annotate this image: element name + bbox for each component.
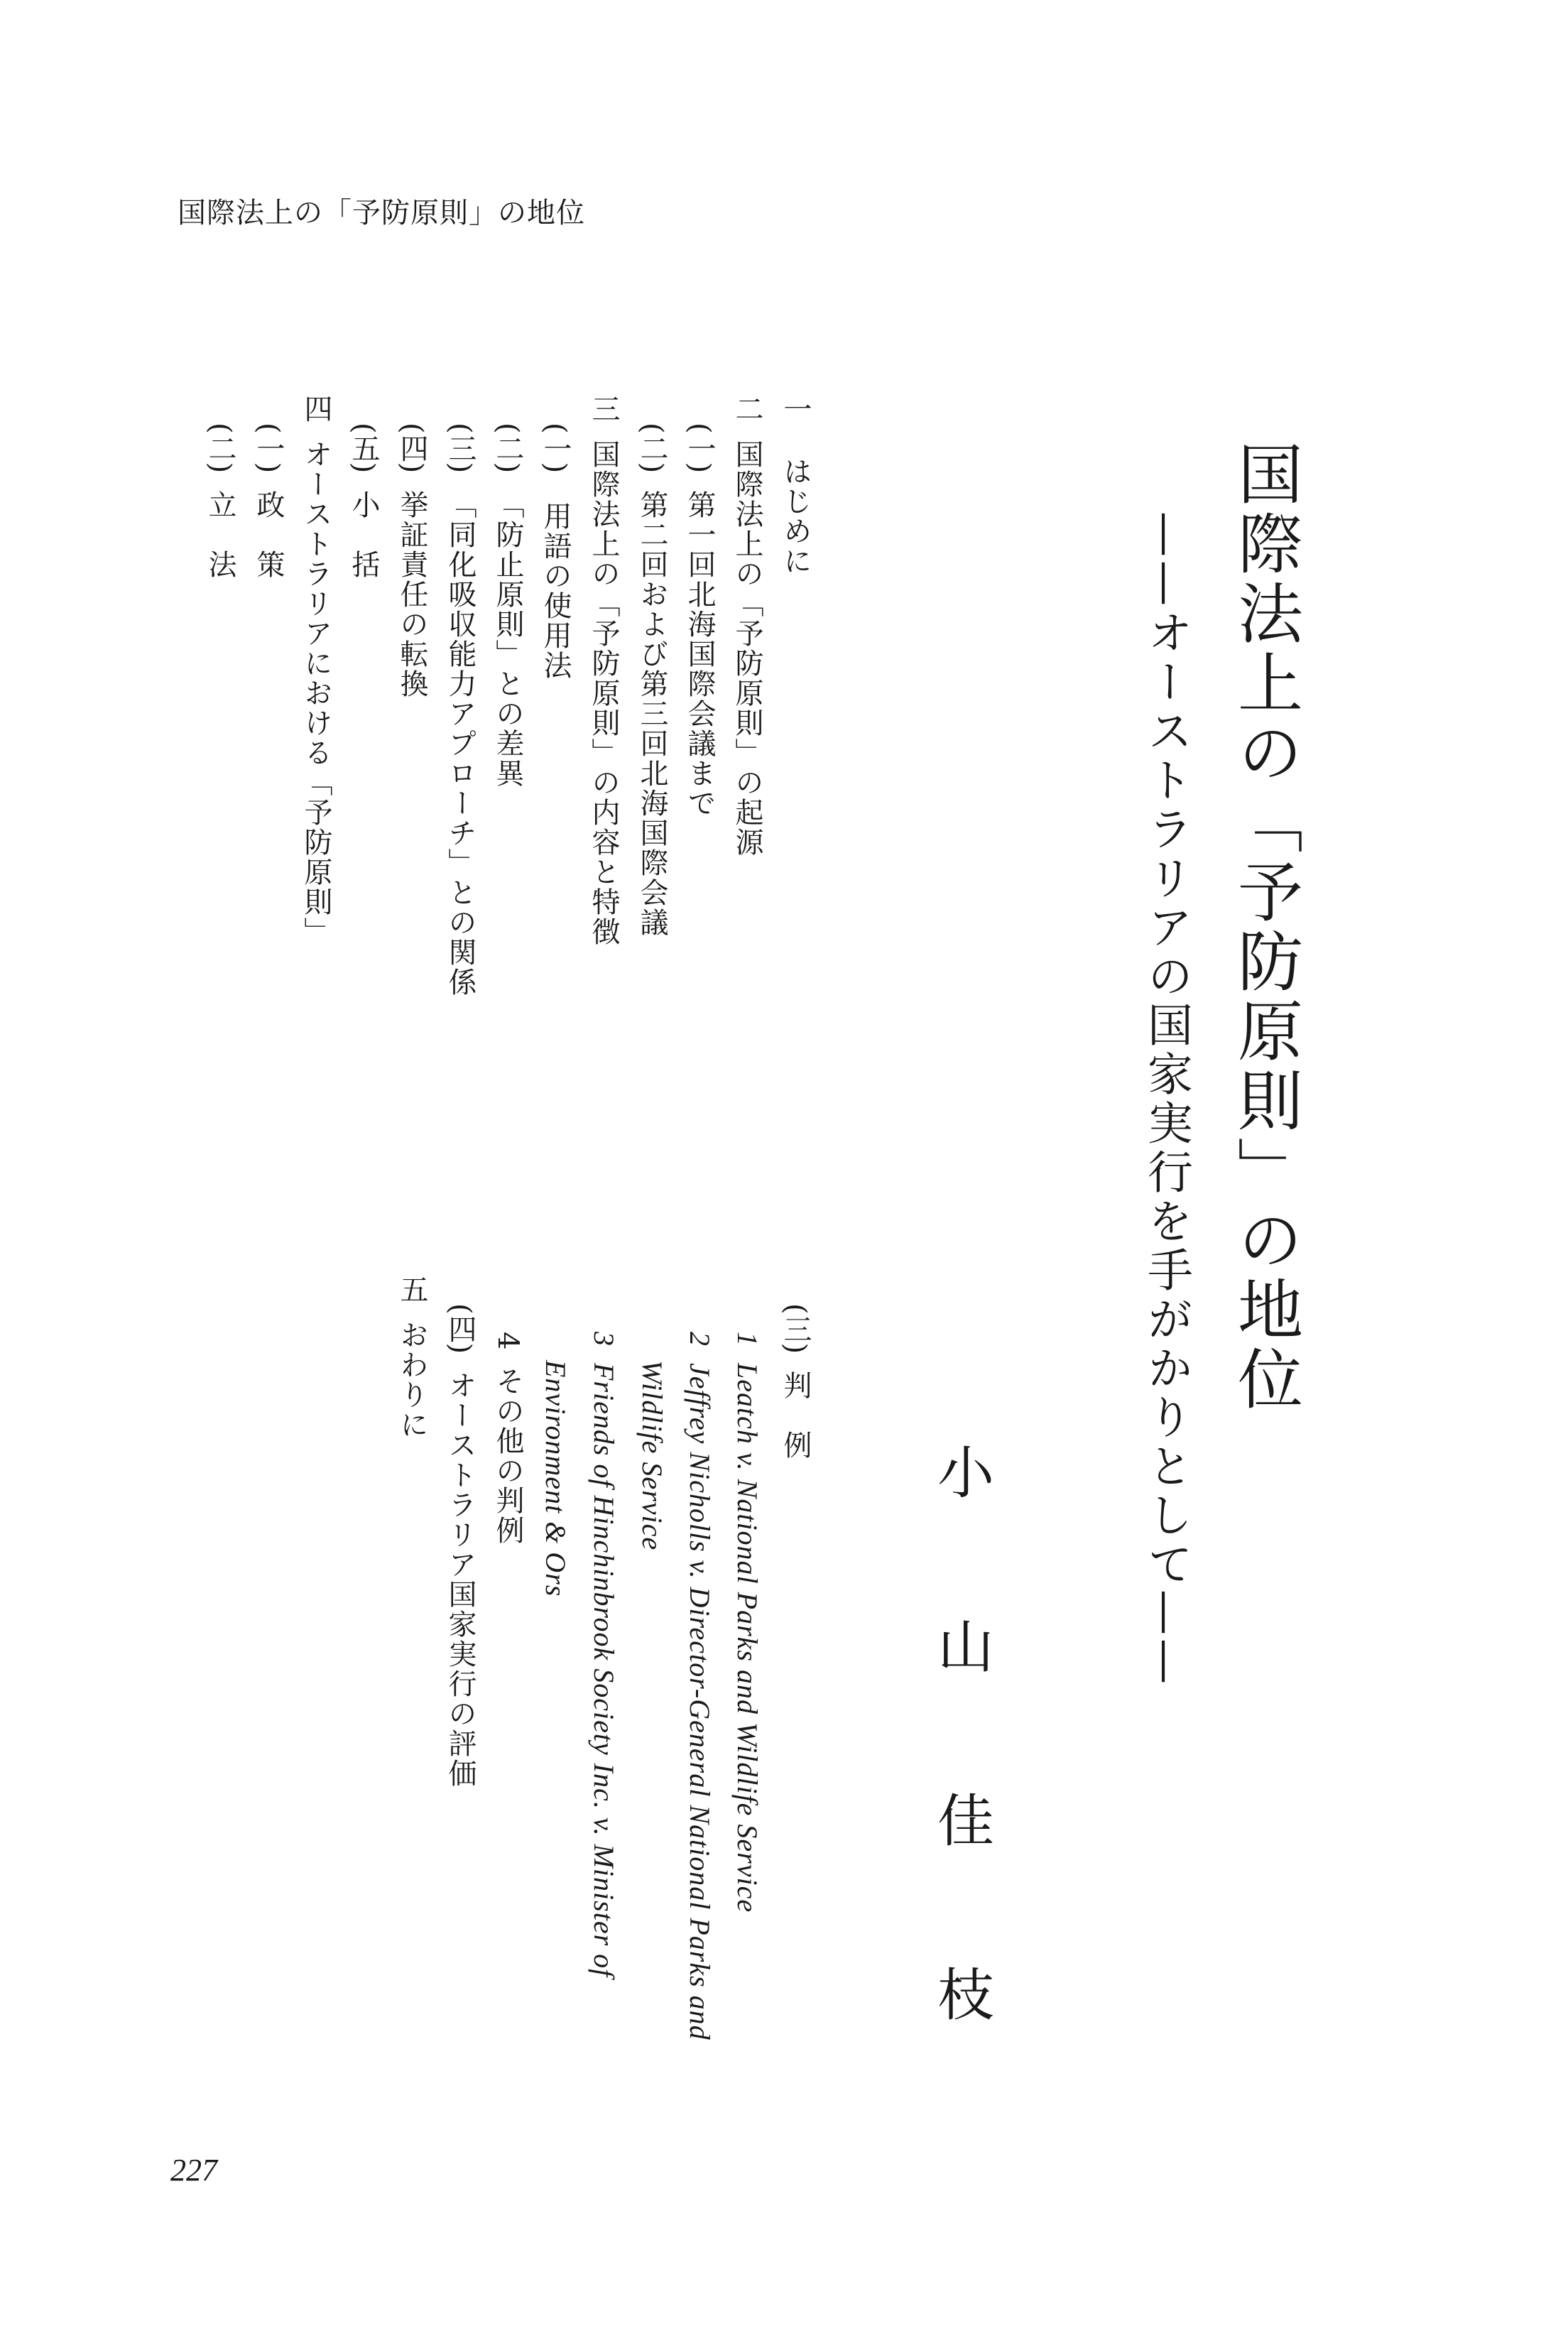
toc-entry: 三国際法上の「予防原則」の内容と特徴 (587, 394, 620, 947)
article-title: 国際法上の「予防原則」の地位 (1227, 440, 1303, 1415)
author-char: 枝 (937, 1962, 994, 2028)
toc-entry: 一はじめに (779, 394, 812, 576)
toc-entry: (二)立 法 (204, 423, 236, 580)
author-name (937, 1440, 994, 2141)
toc-entry: 3Friends of Hinchinbrook Society Inc. v. Minister of (588, 1332, 620, 1978)
toc-entry: Environment & Ors (540, 1360, 572, 1597)
toc-entry: 四オーストラリアにおける「予防原則」 (300, 394, 332, 947)
toc-entry: (二)第二回および第三回北海国際会議 (636, 423, 668, 938)
toc-entry: (三)判 例 (779, 1303, 812, 1461)
page-number: 227 (170, 2153, 217, 2188)
toc-entry: 1Leatch v. National Parks and Wildlife Service (731, 1332, 763, 1913)
toc-entry: 4その他の判例 (491, 1332, 524, 1546)
toc-entry: (四)挙証責任の転換 (396, 423, 428, 700)
toc-entry: (二)「防止原則」との差異 (491, 423, 524, 789)
toc-entry: (一)用語の使用法 (539, 423, 572, 681)
toc-entry: (五)小 括 (347, 423, 380, 580)
toc-entry: Wildlife Service (636, 1360, 668, 1551)
author-char: 山 (937, 1614, 994, 1680)
author-char: 小 (937, 1440, 994, 1506)
toc-entry: 二国際法上の「予防原則」の起源 (731, 394, 763, 857)
article-subtitle: ——オーストラリアの国家実行を手がかりとして—— (1140, 511, 1192, 1688)
running-header: 国際法上の「予防原則」の地位 (178, 197, 585, 229)
toc-entry: (一)第一回北海国際会議まで (683, 423, 716, 819)
author-char: 佳 (937, 1788, 994, 1854)
toc-entry: 五おわりに (396, 1275, 428, 1440)
toc-entry: 2Jeffrey Nicholls v. Director-General National Parks and (684, 1332, 716, 2040)
toc-entry: (三)「同化吸収能力アプローチ」との関係 (444, 423, 477, 998)
toc-entry: (一)政 策 (252, 423, 285, 580)
toc-entry: (四)オーストラリア国家実行の評価 (444, 1303, 477, 1789)
